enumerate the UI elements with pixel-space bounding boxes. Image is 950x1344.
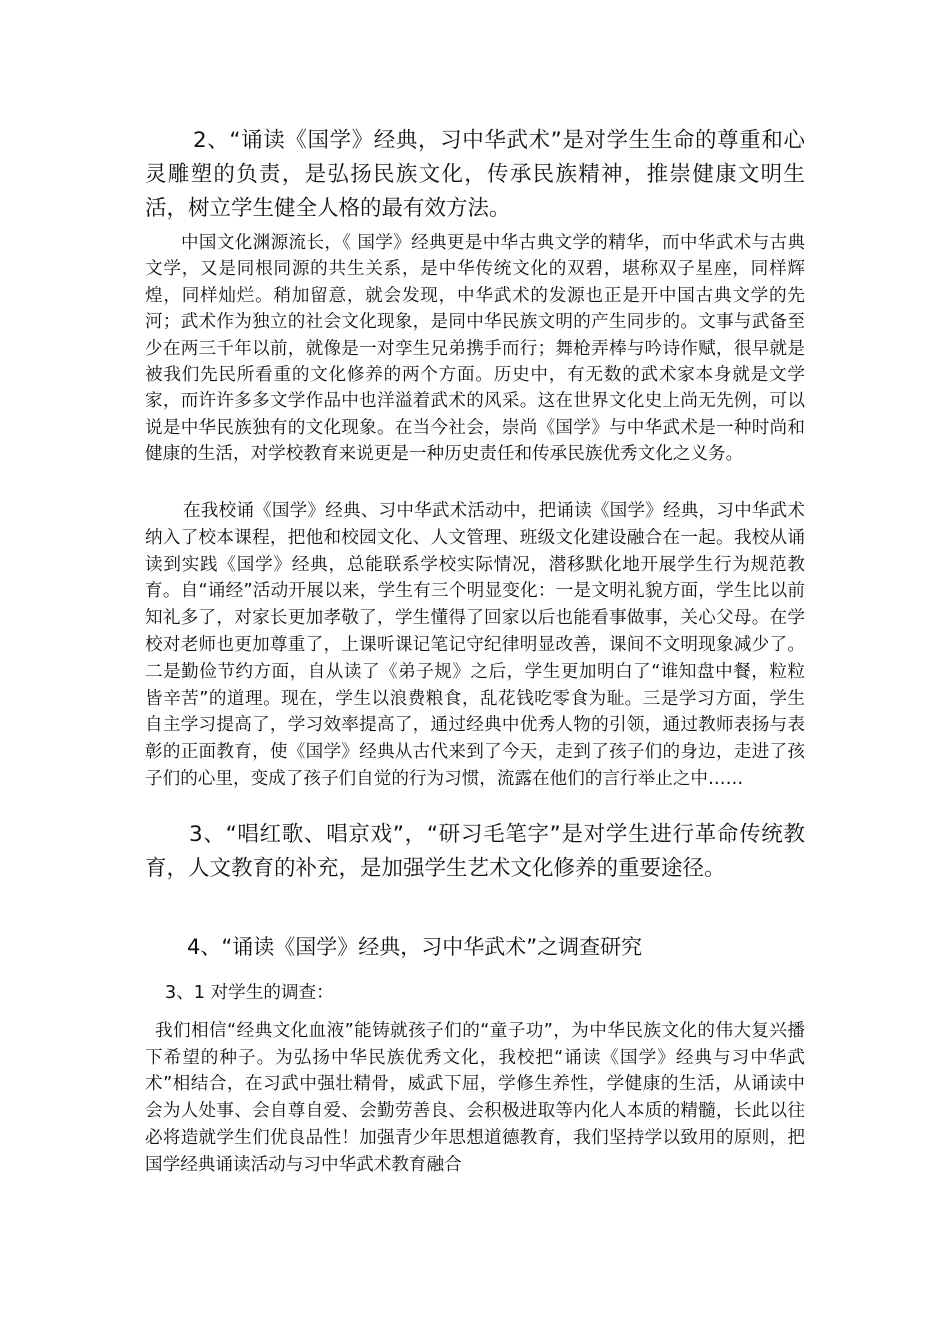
body-paragraph-2: 在我校诵《国学》经典、习中华武术活动中，把诵读《国学》经典，习中华武术纳入了校本课程，把他和校园文化、人文管理、班级文化建设融合在一起。我校从诵读到实践《国学》经典，总能联系学校实际情况，潜移默化地开展学生行为规范教育。自“诵经”活动开展以来，学生有三个明显变化：一是文明礼貌方面，学生比以前知礼多了，对家长更加孝敬了，学生懂得了回家以后也能看事做事，关心父母。在学校对老师也更加尊重了，上课听课记笔记守纪律明显改善，课间不文明现象减少了。二是勤俭节约方面，自从读了《弟子规》之后，学生更加明白了“谁知盘中餐，粒粒皆辛苦”的道理。现在，学生以浪费粮食，乱花钱吃零食为耻。三是学习方面，学生自主学习提高了，学习效率提高了，通过经典中优秀人物的引领，通过教师表扬与表彰的正面教育，使《国学》经典从古代来到了今天，走到了孩子们的身边，走进了孩子们的心里，变成了孩子们自觉的行为习惯，流露在他们的言行举止之中……: [145, 501, 805, 789]
sub-heading-3-1: 3、1 对学生的调查：: [165, 983, 334, 1003]
body-paragraph-1: 中国文化渊源流长，《 国学》经典更是中华古典文学的精华，而中华武术与古典文学，又是同根同源的共生关系，是中华传统文化的双碧，堪称双子星座，同样辉煌，同样灿烂。稍加留意，就会发现，中华武术的发源也正是开中国古典文学的先河；武术作为独立的社会文化现象，是同中华民族文明的产生同步的。文事与武备至少在两三千年以前，就像是一对孪生兄弟携手而行；舞枪弄棒与吟诗作赋，很早就是被我们先民所看重的文化修养的两个方面。历史中，有无数的武术家本身就是文学家，而许许多多文学作品中也洋溢着武术的风采。这在世界文化史上尚无先例，可以说是中华民族独有的文化现象。在当今社会，崇尚《国学》与中华武术是一种时尚和健康的生活，对学校教育来说更是一种历史责任和传承民族优秀文化之义务。: [145, 233, 805, 465]
section-heading-4: 4、“诵读《国学》经典，习中华武术”之调查研究: [187, 935, 643, 959]
section-heading-2: 2、“诵读《国学》经典，习中华武术”是对学生生命的尊重和心灵雕塑的负责，是弘扬民族文化，传承民族精神，推崇健康文明生活，树立学生健全人格的最有效方法。: [145, 128, 805, 221]
body-paragraph-3: 我们相信“经典文化血液”能铸就孩子们的“童子功”，为中华民族文化的伟大复兴播下希望的种子。为弘扬中华民族优秀文化，我校把“诵读《国学》经典与习中华武术”相结合，在习武中强壮精骨，威武下屈，学修生养性，学健康的生活，从诵读中会为人处事、会自尊自爱、会勤劳善良、会积极进取等内化人本质的精髓，长此以往必将造就学生们优良品性！加强青少年思想道德教育，我们坚持学以致用的原则，把国学经典诵读活动与习中华武术教育融合: [145, 1021, 805, 1175]
section-heading-3: 3、“唱红歌、唱京戏”，“研习毛笔字”是对学生进行革命传统教育，人文教育的补充，是加强学生艺术文化修养的重要途径。: [145, 822, 805, 881]
